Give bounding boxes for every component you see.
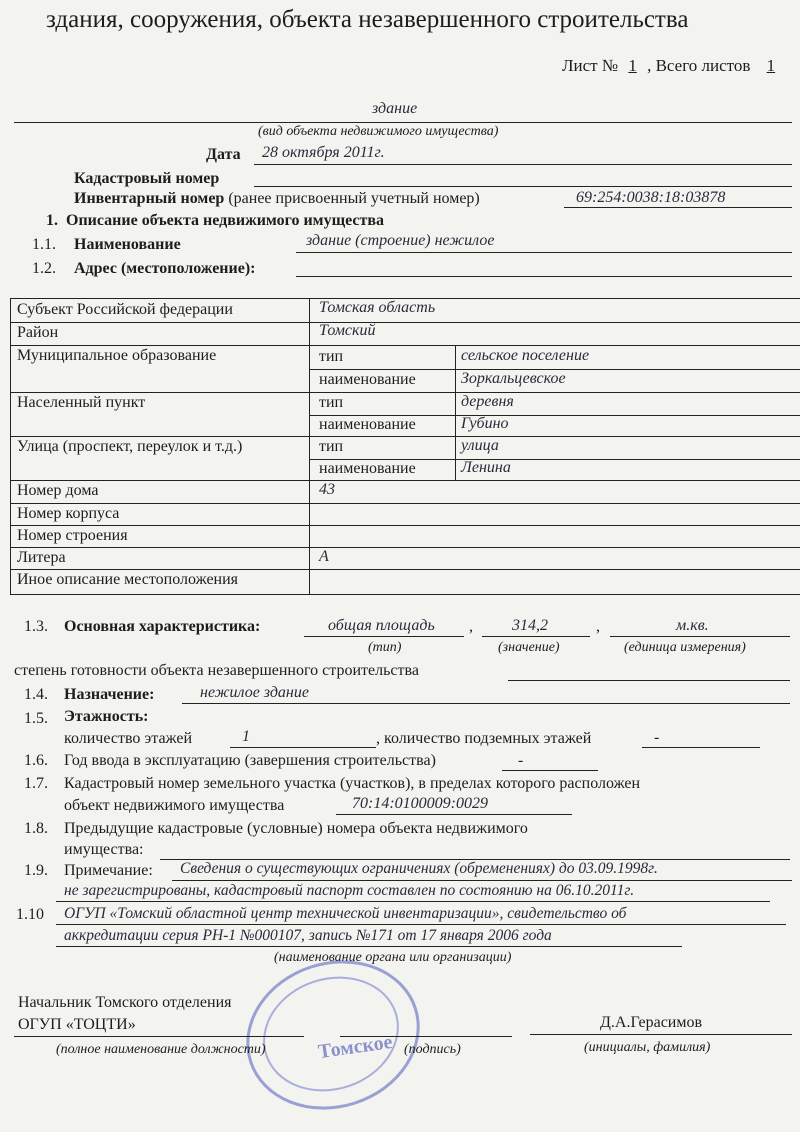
table-sub-value: сельское поселение (461, 347, 590, 364)
address-label: Адрес (местоположение): (74, 260, 256, 277)
s15-floors: 1 (242, 728, 250, 745)
inventory-value: 69:254:0038:18:03878 (576, 189, 726, 206)
s16-value: - (518, 752, 524, 769)
table-row-label: Номер корпуса (17, 505, 120, 522)
table-row-label: Литера (17, 549, 66, 566)
s19-line2: не зарегистрированы, кадастровый паспорт составлен по состоянию на 06.10.2011г. (64, 882, 635, 899)
s13-type: общая площадь (328, 617, 435, 634)
readiness-label: степень готовности объекта незавершенного строительства (14, 662, 419, 679)
s110-line2: аккредитации серия РН-1 №000107, запись №171 от 17 января 2006 года (64, 927, 552, 944)
table-row-label: Улица (проспект, переулок и т.д.) (17, 438, 243, 455)
name-label: Наименование (74, 236, 181, 253)
table-row-label: Иное описание местоположения (17, 571, 239, 588)
name-num: 1.1. (32, 236, 56, 253)
s19-line1: Сведения о существующих ограничениях (обременениях) до 03.09.1998г. (180, 860, 658, 877)
object-type-value: здание (372, 100, 418, 117)
table-sub-label: наименование (319, 460, 416, 477)
table-sub-value: деревня (461, 393, 514, 410)
signer-name: Д.А.Герасимов (600, 1014, 703, 1031)
stamp-text: Томское (316, 1030, 394, 1064)
date-value: 28 октября 2011г. (262, 144, 385, 161)
table-sub-label: тип (319, 438, 344, 455)
table-row-label: Муниципальное образование (17, 347, 217, 364)
inventory-label: Инвентарный номер (ранее присвоенный учетный номер) (74, 190, 480, 207)
section-1-heading: 1. Описание объекта недвижимого имущества (46, 212, 384, 229)
table-sub-label: наименование (319, 371, 416, 388)
table-sub-value: Зоркальцевское (461, 370, 566, 387)
s14-label: Назначение: (64, 686, 155, 703)
table-sub-label: наименование (319, 416, 416, 433)
s13-unit: м.кв. (676, 617, 709, 634)
table-row-label: Населенный пункт (17, 394, 146, 411)
table-row-value: Томский (319, 322, 376, 339)
table-row-label: Номер строения (17, 527, 128, 544)
table-row-value: 43 (319, 481, 335, 498)
s19-label: Примечание: (64, 862, 153, 879)
position-line1: Начальник Томского отделения (18, 994, 232, 1011)
table-row-label: Номер дома (17, 482, 99, 499)
s110-line1: ОГУП «Томский областной центр технической инвентаризации», свидетельство об (64, 905, 627, 922)
table-sub-label: тип (319, 394, 344, 411)
page-title: здания, сооружения, объекта незавершенного строительства (46, 6, 689, 33)
table-sub-label: тип (319, 348, 344, 365)
table-row-label: Субъект Российской федерации (17, 301, 233, 318)
table-row-value: А (319, 548, 329, 565)
total-sheets: 1 (766, 56, 776, 75)
table-row-value: Томская область (319, 299, 436, 316)
s14-value: нежилое здание (200, 684, 309, 701)
s17-value: 70:14:0100009:0029 (352, 795, 488, 812)
s15-underground: - (654, 729, 660, 746)
address-num: 1.2. (32, 260, 56, 277)
table-row-label: Район (17, 324, 59, 341)
name-value: здание (строение) нежилое (306, 232, 495, 249)
position-line2: ОГУП «ТОЦТИ» (18, 1016, 136, 1033)
date-label: Дата (206, 146, 241, 163)
s15-label: Этажность: (64, 708, 149, 725)
table-sub-value: Ленина (461, 459, 511, 476)
sheet-number: 1 (628, 56, 637, 75)
table-sub-value: улица (461, 437, 499, 454)
cadastral-label: Кадастровый номер (74, 170, 220, 187)
s13-value: 314,2 (512, 617, 548, 634)
s13-label: Основная характеристика: (64, 618, 261, 635)
s13-num: 1.3. (24, 618, 48, 635)
object-type-caption: (вид объекта недвижимого имущества) (258, 124, 499, 139)
sheet-label: Лист № 1 , Всего листов 1 (562, 56, 776, 75)
address-table (10, 298, 800, 595)
table-sub-value: Губино (461, 415, 509, 432)
